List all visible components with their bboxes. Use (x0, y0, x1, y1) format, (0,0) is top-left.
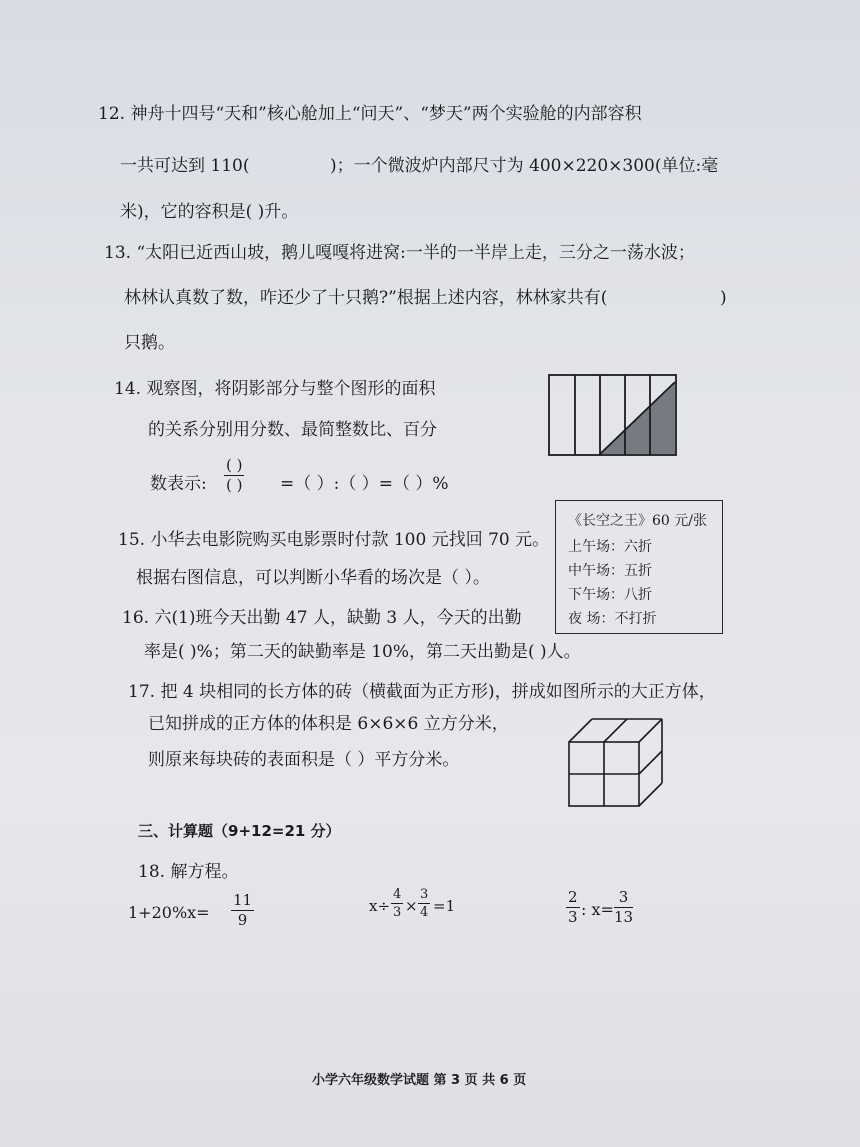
q14-line3-prefix: 数表示: (150, 474, 207, 494)
q15-line2: 根据右图信息，可以判断小华看的场次是（ ）。 (136, 568, 490, 588)
q16-line1: 16. 六(1)班今天出勤 47 人，缺勤 3 人，今天的出勤 (122, 608, 522, 628)
q14-line1: 14. 观察图，将阴影部分与整个图形的面积 (114, 379, 436, 399)
equation-1-denominator: 9 (237, 911, 248, 929)
q16-line2: 率是( )%；第二天的缺勤率是 10%，第二天出勤是( )人。 (144, 642, 581, 662)
price-row-afternoon: 下午场：八折 (568, 587, 652, 603)
price-row-night: 夜 场：不打折 (568, 611, 657, 627)
equation-2-fraction-2 (418, 888, 430, 919)
q12-line2a: 一共可达到 110( (120, 156, 250, 176)
equation-2-fraction-2-numerator: 3 (420, 887, 429, 902)
equation-3-left-numerator: 2 (568, 888, 578, 906)
equation-2-fraction-2-denominator: 4 (420, 905, 429, 920)
equation-2-result: =1 (433, 897, 456, 915)
q17-line1: 17. 把 4 块相同的长方体的砖（横截面为正方形)，拼成如图所示的大正方体， (128, 682, 716, 702)
q18-title: 18. 解方程。 (138, 862, 239, 882)
q13-line1: 13. “太阳已近西山坡，鹅儿嘎嘎将进窝:一半的一半岸上走，三分之一荡水波； (104, 243, 695, 263)
cube-edge (639, 719, 662, 742)
section3-title: 三、计算题（9+12=21 分） (138, 822, 341, 840)
equation-3-mid: : x= (581, 900, 614, 919)
q12-line1: 12. 神舟十四号“天和”核心舱加上“问天”、“梦天”两个实验舱的内部容积 (98, 104, 642, 124)
page-footer: 小学六年级数学试题 第 3 页 共 6 页 (312, 1073, 527, 1088)
equation-3-right-numerator: 3 (614, 890, 633, 908)
ticket-price-box (555, 500, 723, 634)
equation-2-fraction-1-numerator: 4 (393, 887, 402, 902)
cube-side-divider (639, 751, 662, 774)
price-row-noon: 中午场：五折 (568, 563, 652, 579)
price-box-title: 《长空之王》60 元/张 (568, 513, 707, 529)
equation-1-fraction (231, 893, 254, 928)
equation-2-x-div: x÷ (369, 897, 391, 915)
equation-2-times: × (405, 897, 418, 915)
q12-line3: 米)，它的容积是( )升。 (120, 202, 299, 222)
q13-line3: 只鹅。 (124, 333, 175, 353)
cube-top-divider (604, 719, 627, 742)
price-row-morning: 上午场：六折 (568, 539, 652, 555)
equation-3-right-denominator: 13 (614, 908, 634, 926)
q15-line1: 15. 小华去电影院购买电影票时付款 100 元找回 70 元。 (118, 530, 550, 550)
cube-figure (568, 718, 668, 808)
equation-3-left-denominator: 3 (568, 908, 578, 926)
q14-fraction-blank (224, 458, 244, 493)
q13-line2: 林林认真数了数，咋还少了十只鹅?”根据上述内容，林林家共有( (124, 288, 608, 308)
q14-fraction-denominator: ( ) (226, 476, 243, 494)
q17-line2: 已知拼成的正方体的体积是 6×6×6 立方分米， (148, 714, 509, 734)
equation-3-fraction-right (614, 890, 633, 925)
q13-line2-close: ) (720, 288, 727, 308)
q14-line2: 的关系分别用分数、最简整数比、百分 (148, 420, 437, 440)
equation-2-fraction-1 (391, 888, 403, 919)
q12-line2b: )；一个微波炉内部尺寸为 400×220×300(单位:毫 (330, 156, 719, 176)
q14-fraction-numerator: ( ) (226, 456, 243, 474)
strip-rectangle-figure (548, 374, 678, 458)
cube-edge (639, 783, 662, 806)
equation-1-left: 1+20%x= (128, 903, 210, 922)
q14-line3-rest: =（ ）:（ ）=（ ）% (280, 474, 449, 494)
equation-2-fraction-1-denominator: 3 (393, 905, 402, 920)
equation-3-fraction-left (566, 890, 580, 925)
q17-line3: 则原来每块砖的表面积是（ ）平方分米。 (148, 750, 460, 770)
cube-edge (569, 719, 592, 742)
equation-1-numerator: 11 (233, 891, 253, 909)
